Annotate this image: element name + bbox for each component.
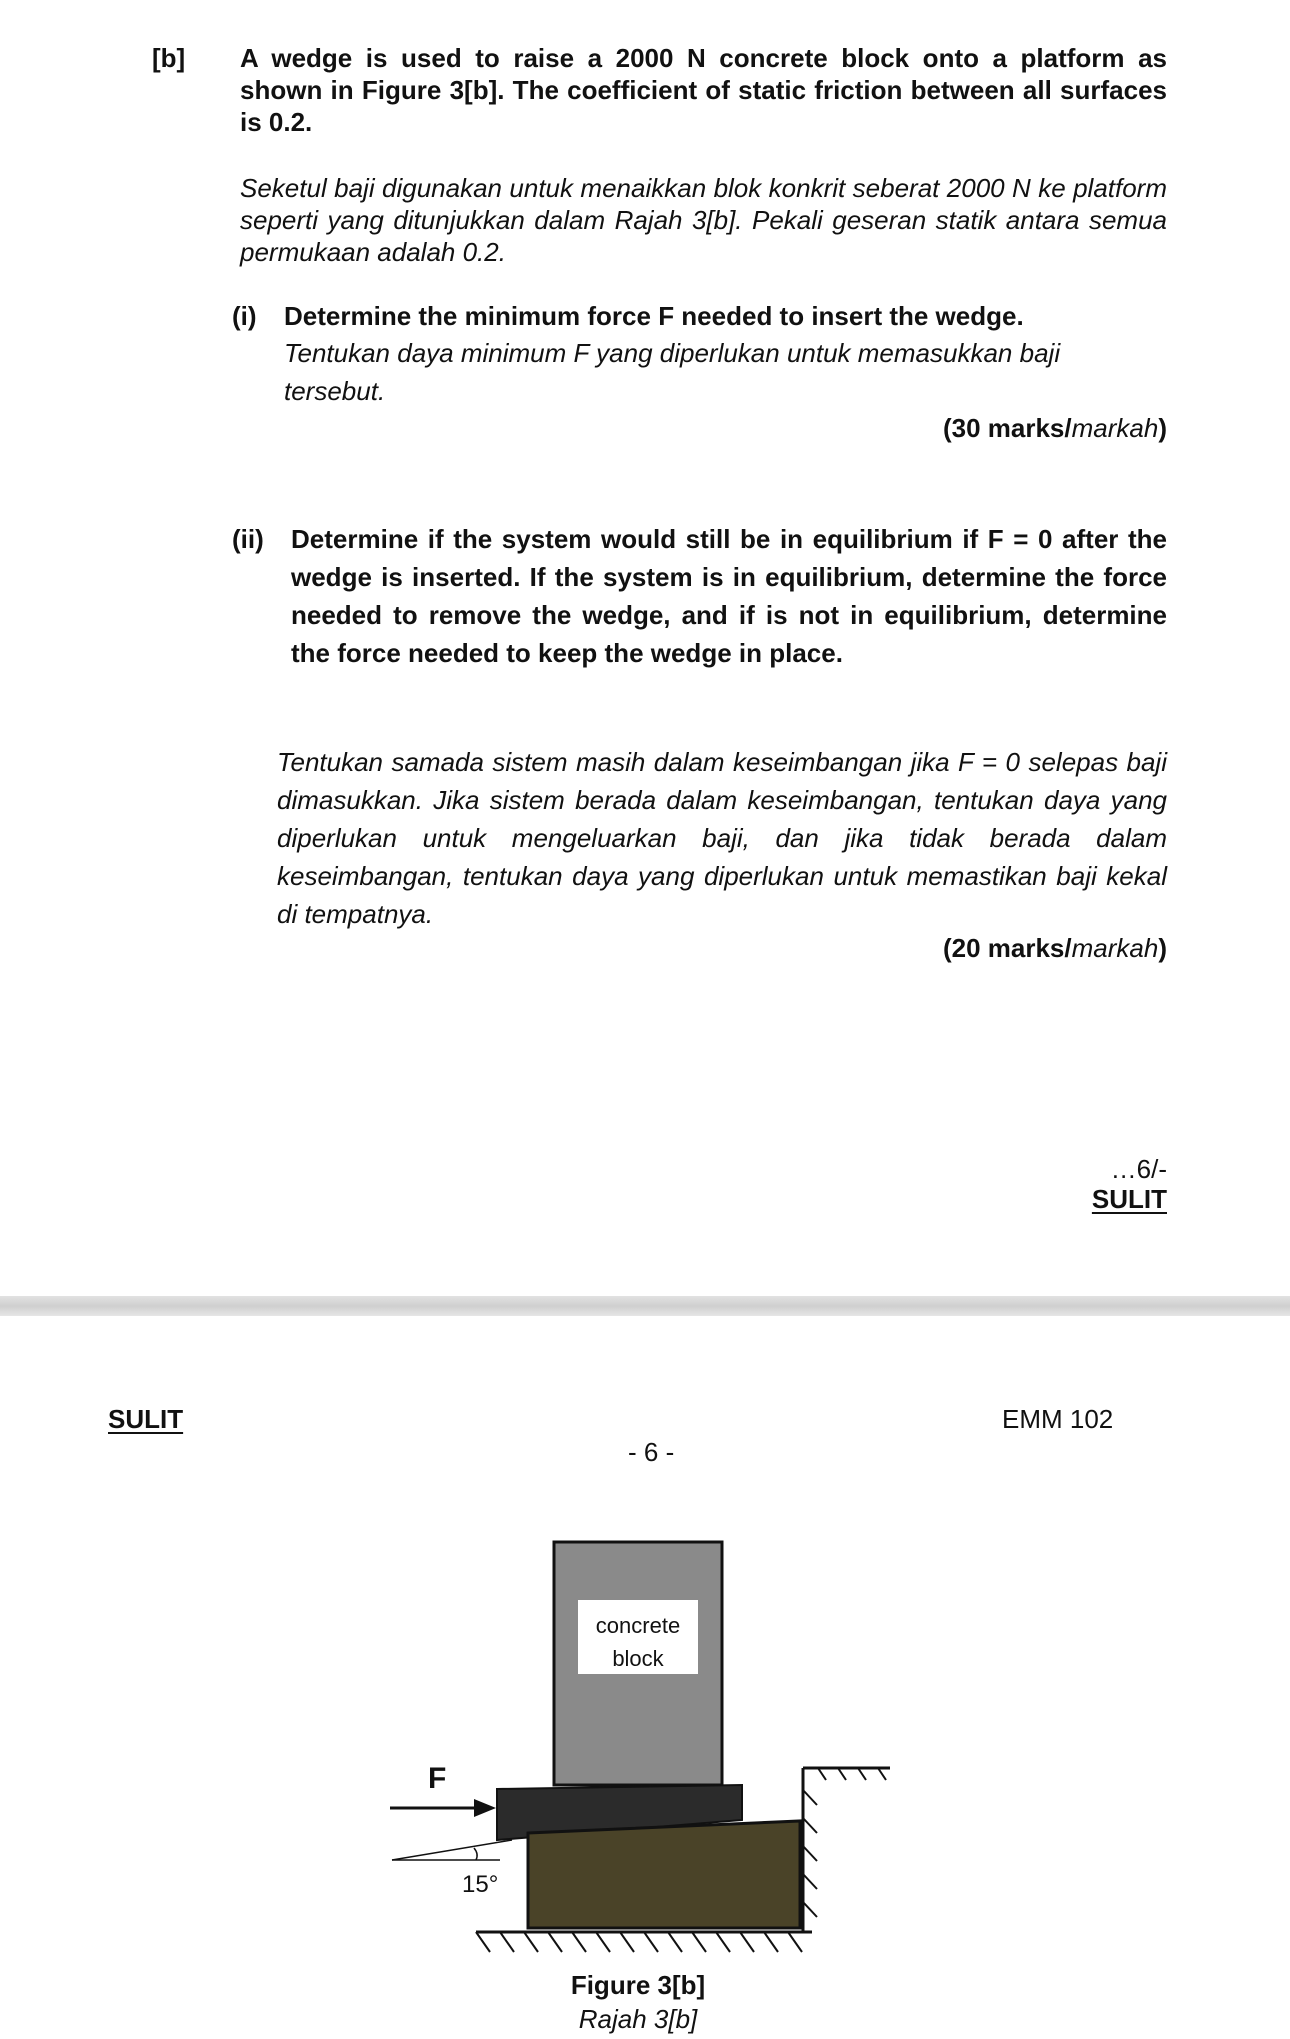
marks-close: ) [1158, 413, 1167, 443]
marks-en: (20 marks/ [942, 933, 1072, 963]
sub-ii-text-malay: Tentukan samada sistem masih dalam keseimbangan jika F = 0 selepas baji dimasukkan. Jika sistem berada dalam keseimbangan, tentukan daya yang diperlukan untuk mengeluarkan baji, dan jika tidak berada dalam keseimbangan, tentukan daya yang diperlukan untuk memastikan baji kekal di tempatnya. [277, 747, 1167, 929]
marks-en: (30 marks/ [942, 413, 1072, 443]
sub-i-label: (i) [232, 301, 257, 331]
sub-i-marks [943, 412, 1167, 444]
header-sulit: SULIT [108, 1404, 184, 1434]
course-code: EMM 102 [1002, 1404, 1114, 1434]
marks-ms: markah [1071, 413, 1159, 443]
figure-caption-en: Figure 3[b] [570, 1970, 706, 2000]
angle-incline-line [392, 1840, 512, 1860]
ground-hatching [476, 1932, 802, 1952]
question-english: A wedge is used to raise a 2000 N concrete block onto a platform as shown in Figure 3[b]. The coefficient of static friction between all surfaces is 0.2. [240, 43, 1167, 137]
platform-base [528, 1821, 800, 1928]
footer-sulit: SULIT [1091, 1184, 1167, 1214]
wedge-figure [0, 1500, 1290, 2039]
force-label: F [428, 1762, 447, 1795]
wall-hatching [803, 1790, 817, 1917]
sub-ii-marks [943, 932, 1167, 964]
sub-ii-label: (ii) [232, 524, 264, 554]
marks-ms: markah [1071, 933, 1159, 963]
angle-arc [474, 1848, 477, 1860]
sub-ii-text-english: Determine if the system would still be in equilibrium if F = 0 after the wedge is inserted. If the system is in equilibrium, determine the force needed to remove the wedge, and if is not in equilibrium, determine the force needed to keep the wedge in place. [291, 524, 1167, 668]
page-divider [0, 1296, 1290, 1316]
block-label-line2: block [612, 1646, 664, 1671]
marks-close: ) [1158, 933, 1167, 963]
question-malay: Seketul baji digunakan untuk menaikkan blok konkrit seberat 2000 N ke platform seperti yang ditunjukkan dalam Rajah 3[b]. Pekali geseran statik antara semua permukaan adalah 0.2. [240, 173, 1167, 267]
sub-i-text-english: Determine the minimum force F needed to insert the wedge. [284, 301, 1024, 331]
force-arrow-head [474, 1799, 496, 1817]
figure-caption-ms: Rajah 3[b] [578, 2004, 698, 2034]
sub-i-text-malay: Tentukan daya minimum F yang diperlukan untuk memasukkan baji tersebut. [284, 338, 1061, 406]
block-label-line1: concrete [595, 1613, 681, 1638]
angle-label: 15° [462, 1871, 499, 1898]
platform-hatching [818, 1768, 886, 1780]
part-label: [b] [152, 43, 186, 73]
page-number: - 6 - [628, 1437, 675, 1467]
continue-marker: …6/- [1110, 1154, 1167, 1184]
